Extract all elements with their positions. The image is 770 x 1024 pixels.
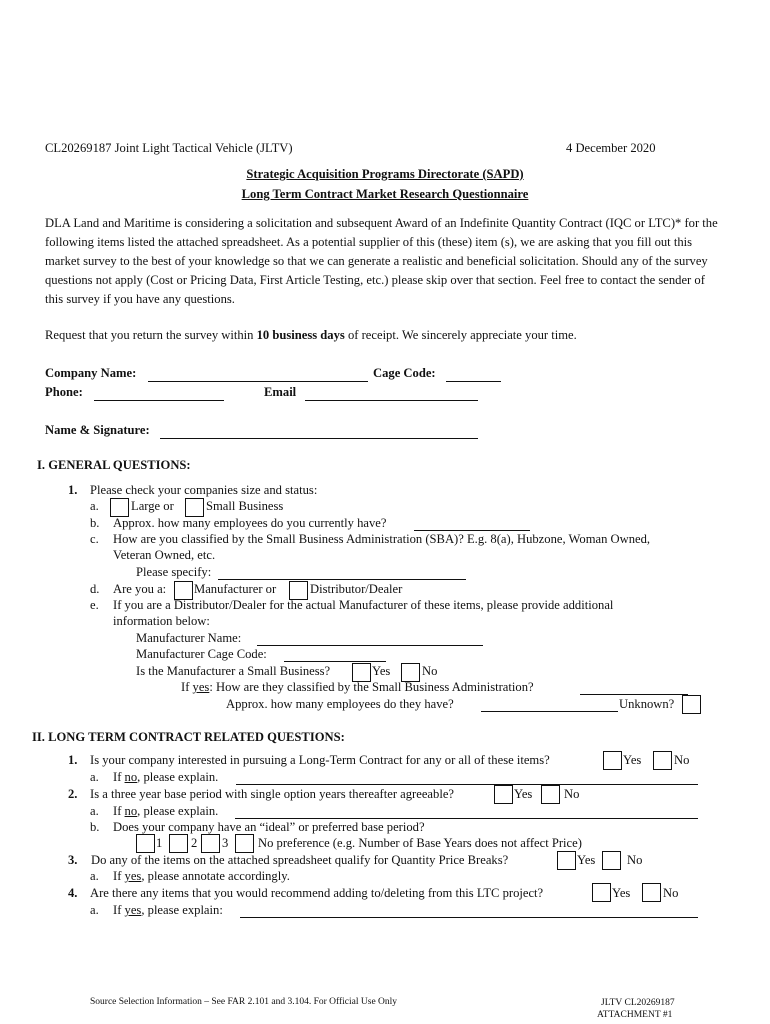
cage-code-label: Cage Code: [373, 366, 436, 380]
no-label: No [663, 886, 679, 900]
if-yes-word: yes [124, 869, 142, 883]
preferred-period-3-checkbox[interactable] [201, 834, 220, 853]
preferred-period-2-checkbox[interactable] [169, 834, 188, 853]
distributor-info-question: If you are a Distributor/Dealer for the actual Manufacturer of these items, please provide additional [113, 598, 614, 612]
price-breaks-question: Do any of the items on the attached spreadsheet qualify for Quantity Price Breaks? [91, 853, 509, 867]
cage-code-field[interactable] [446, 381, 501, 382]
if-yes-word: yes [124, 903, 142, 917]
no-preference-label: No preference (e.g. Number of Base Years does not affect Price) [258, 836, 582, 850]
question-number: 1. [68, 483, 78, 497]
if-no-word: no [124, 770, 138, 784]
large-business-label: Large or [131, 499, 174, 513]
ltc-interest-explain-field[interactable] [236, 784, 698, 785]
distributor-label: Distributor/Dealer [310, 582, 403, 596]
specify-label: Please specify: [136, 565, 212, 579]
if-no-word: no [124, 804, 138, 818]
question-size-status: Please check your companies size and status: [90, 483, 318, 497]
ltc-interest-no-checkbox[interactable] [653, 751, 672, 770]
item-letter: a. [90, 770, 99, 784]
request-deadline: 10 business days [256, 328, 345, 342]
manufacturer-label: Manufacturer or [194, 582, 277, 596]
option-2-label: 2 [191, 836, 198, 850]
base-period-yes-checkbox[interactable] [494, 785, 513, 804]
specify-field[interactable] [218, 579, 466, 580]
no-preference-checkbox[interactable] [235, 834, 254, 853]
ltc-interest-explain-label [113, 770, 218, 785]
question-number: 1. [68, 753, 78, 767]
question-number: 2. [68, 787, 78, 801]
sba-classification-question-cont: Veteran Owned, etc. [113, 548, 216, 562]
document-title-questionnaire: Long Term Contract Market Research Questionnaire [241, 187, 529, 201]
ltc-interest-yes-checkbox[interactable] [603, 751, 622, 770]
document-title-directorate: Strategic Acquisition Programs Directorate (SAPD) [246, 167, 524, 181]
add-delete-explain-field[interactable] [240, 917, 698, 918]
item-letter: d. [90, 582, 100, 596]
distributor-info-question-cont: information below: [113, 614, 210, 628]
unknown-checkbox[interactable] [682, 695, 701, 714]
preferred-period-question: Does your company have an “ideal” or preferred base period? [113, 820, 425, 834]
manufacturer-cage-label: Manufacturer Cage Code: [136, 647, 267, 661]
item-letter: e. [90, 598, 99, 612]
manufacturer-employees-question: Approx. how many employees do they have? [226, 697, 454, 711]
manufacturer-cage-field[interactable] [284, 661, 386, 662]
are-you-a-label: Are you a: [113, 582, 167, 596]
phone-label: Phone: [45, 385, 83, 399]
footer-reference: JLTV CL20269187 [601, 998, 675, 1008]
document-date: 4 December 2020 [566, 141, 656, 155]
footer-source-selection: Source Selection Information – See FAR 2.101 and 3.104. For Official Use Only [90, 997, 398, 1007]
phone-field[interactable] [94, 400, 224, 401]
no-label: No [422, 664, 438, 678]
annotate-text: , please annotate accordingly. [141, 869, 290, 883]
small-business-label: Small Business [206, 499, 284, 513]
item-letter: a. [90, 903, 99, 917]
base-period-no-checkbox[interactable] [541, 785, 560, 804]
document-reference: CL20269187 Joint Light Tactical Vehicle (JLTV) [45, 141, 293, 155]
yes-label: Yes [372, 664, 391, 678]
section-ltc-questions-heading: II. LONG TERM CONTRACT RELATED QUESTIONS: [32, 730, 345, 744]
employees-question: Approx. how many employees do you currently have? [113, 516, 387, 530]
email-field[interactable] [305, 400, 478, 401]
if-prefix: If [113, 770, 125, 784]
small-business-checkbox[interactable] [185, 498, 204, 517]
signature-label: Name & Signature: [45, 423, 150, 437]
item-letter: b. [90, 516, 100, 530]
yes-label: Yes [612, 886, 631, 900]
if-prefix: If [113, 903, 125, 917]
base-period-question: Is a three year base period with single option years thereafter agreeable? [90, 787, 454, 801]
price-breaks-yes-checkbox[interactable] [557, 851, 576, 870]
explain-text: , please explain: [141, 903, 223, 917]
request-text [45, 328, 577, 343]
item-letter: b. [90, 820, 100, 834]
intro-paragraph: DLA Land and Maritime is considering a solicitation and subsequent Award of an Indefinite Quantity Contract (IQC or LTC)* for the following items listed the attached spreadsheet. As a potential supplier of this (these) item (s), we are asking that you fill out this market survey to the best of your knowledge so that we can generate a realistic and beneficial solicitation. Should any of the survey questions not apply (Cost or Pricing Data, First Article Testing, etc.) please skip over that section. Feel free to contact the sender of this survey if you have any questions. [45, 216, 718, 306]
large-business-checkbox[interactable] [110, 498, 129, 517]
employees-field[interactable] [414, 530, 530, 531]
no-label: No [674, 753, 690, 767]
option-1-label: 1 [156, 836, 163, 850]
no-label: No [627, 853, 643, 867]
item-letter: c. [90, 532, 99, 546]
add-delete-explain-label [113, 903, 223, 918]
manufacturer-name-label: Manufacturer Name: [136, 631, 242, 645]
company-name-field[interactable] [148, 381, 368, 382]
item-letter: a. [90, 499, 99, 513]
yes-label: Yes [577, 853, 596, 867]
preferred-period-1-checkbox[interactable] [136, 834, 155, 853]
add-delete-yes-checkbox[interactable] [592, 883, 611, 902]
email-label: Email [264, 385, 297, 399]
manufacturer-classification-question [181, 680, 534, 695]
section-general-questions-heading: I. GENERAL QUESTIONS: [37, 458, 191, 472]
add-delete-no-checkbox[interactable] [642, 883, 661, 902]
footer-attachment: ATTACHMENT #1 [597, 1010, 673, 1020]
if-prefix: If [113, 804, 125, 818]
manufacturer-name-field[interactable] [257, 645, 483, 646]
yes-label: Yes [514, 787, 533, 801]
item-letter: a. [90, 804, 99, 818]
request-pre: Request that you return the survey within [45, 328, 257, 342]
if-yes-word: yes [192, 680, 210, 694]
yes-label: Yes [623, 753, 642, 767]
option-3-label: 3 [222, 836, 229, 850]
unknown-label: Unknown? [619, 697, 675, 711]
item-letter: a. [90, 869, 99, 883]
request-post: of receipt. We sincerely appreciate your time. [344, 328, 577, 342]
price-breaks-no-checkbox[interactable] [602, 851, 621, 870]
question-number: 4. [68, 886, 78, 900]
add-delete-items-question: Are there any items that you would recommend adding to/deleting from this LTC project? [90, 886, 544, 900]
manufacturer-small-business-question: Is the Manufacturer a Small Business? [136, 664, 331, 678]
company-name-label: Company Name: [45, 366, 137, 380]
ltc-interest-question: Is your company interested in pursuing a Long-Term Contract for any or all of these items? [90, 753, 550, 767]
question-number: 3. [68, 853, 78, 867]
manufacturer-classification-field[interactable] [580, 694, 688, 695]
annotate-instruction [113, 869, 290, 884]
explain-text: , please explain. [137, 804, 219, 818]
manufacturer-employees-field[interactable] [481, 711, 618, 712]
signature-field[interactable] [160, 438, 478, 439]
if-prefix: If [113, 869, 125, 883]
sba-classification-question: How are you classified by the Small Business Administration (SBA)? E.g. 8(a), Hubzone, Woman Owned, [113, 532, 651, 546]
explain-text: , please explain. [137, 770, 219, 784]
no-label: No [564, 787, 580, 801]
base-period-explain-label [113, 804, 218, 819]
base-period-explain-field[interactable] [235, 818, 698, 819]
if-prefix: If [181, 680, 193, 694]
classification-text: : How are they classified by the Small Business Administration? [209, 680, 534, 694]
